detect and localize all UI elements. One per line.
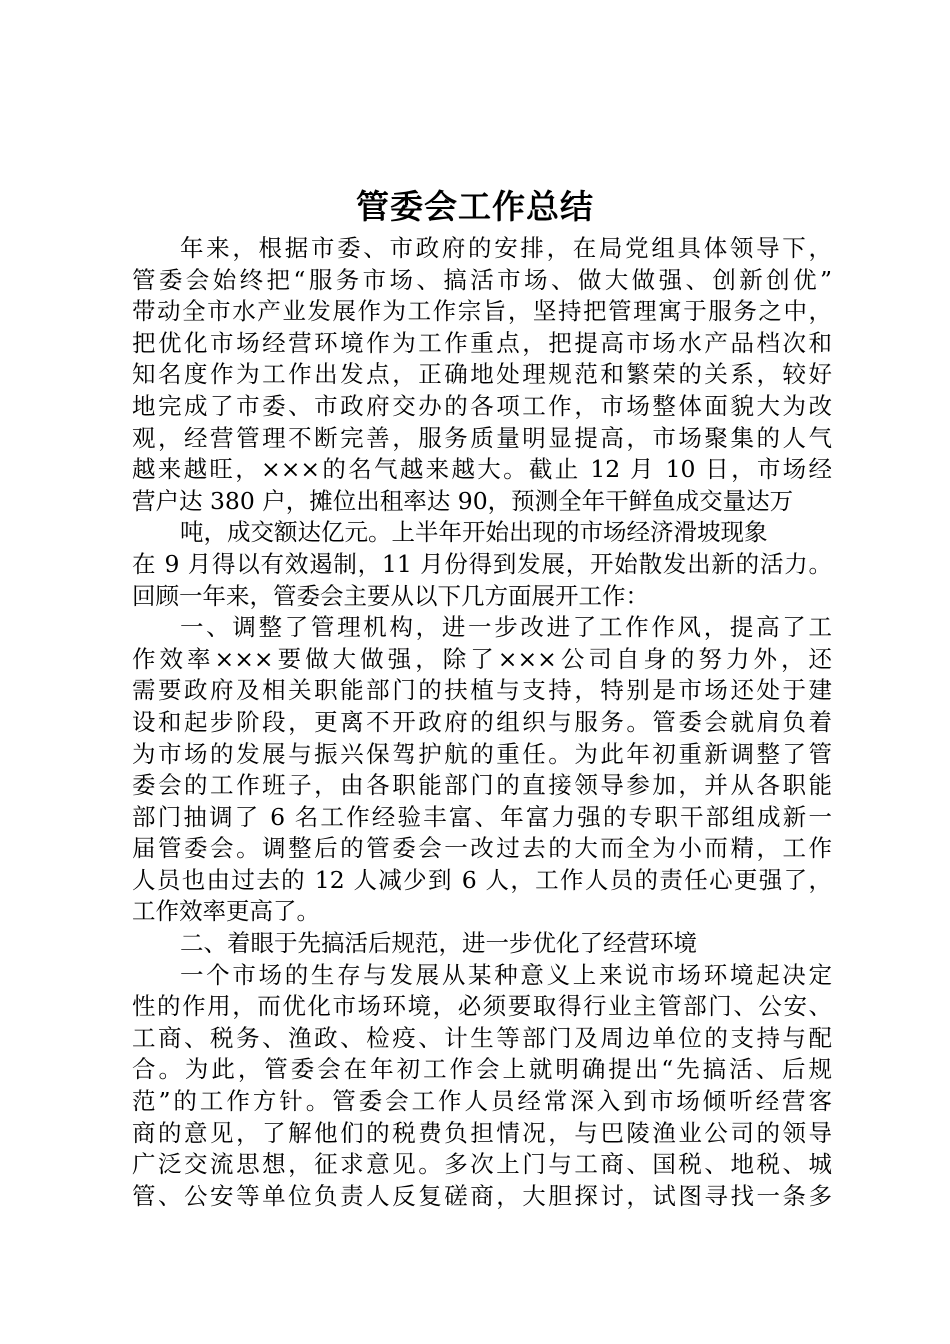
document-body (132, 233, 832, 1212)
text-line: 工商、税务、渔政、检疫、计生等部门及周边单位的支持与配 (132, 1023, 832, 1052)
text-line: 广泛交流思想，征求意见。多次上门与工商、国税、地税、城 (132, 1150, 832, 1179)
text-line: 性的作用，而优化市场环境，必须要取得行业主管部门、公安、 (132, 992, 832, 1021)
text-line: 商的意见，了解他们的税费负担情况，与巴陵渔业公司的领导 (132, 1118, 832, 1147)
text-line: 知名度作为工作出发点，正确地处理规范和繁荣的关系，较好 (132, 360, 832, 389)
text-line: 一、调整了管理机构，进一步改进了工作作风，提高了工 (180, 613, 832, 642)
text-line: 管委会始终把“服务市场、搞活市场、做大做强、创新创优” (132, 265, 832, 294)
text-line: 届管委会。调整后的管委会一改过去的大而全为小而精，工作 (132, 834, 832, 863)
text-line: 工作效率更高了。 (132, 897, 320, 926)
text-line: 范”的工作方针。管委会工作人员经常深入到市场倾听经营客 (132, 1087, 832, 1116)
text-line: 需要政府及相关职能部门的扶植与支持，特别是市场还处于建 (132, 676, 832, 705)
text-line: 吨，成交额达亿元。上半年开始出现的市场经济滑坡现象 (180, 518, 768, 547)
text-line: 把优化市场经营环境作为工作重点，把提高市场水产品档次和 (132, 328, 832, 357)
text-line: 带动全市水产业发展作为工作宗旨，坚持把管理寓于服务之中， (132, 297, 832, 326)
text-line: 合。为此，管委会在年初工作会上就明确提出“先搞活、后规 (132, 1055, 832, 1084)
text-line: 越来越旺，×××的名气越来越大。截止 12 月 10 日，市场经 (132, 455, 832, 484)
text-line: 二、着眼于先搞活后规范，进一步优化了经营环境 (180, 929, 697, 958)
text-line: 年来，根据市委、市政府的安排，在局党组具体领导下， (180, 234, 832, 262)
text-line: 委会的工作班子，由各职能部门的直接领导参加，并从各职能 (132, 771, 832, 800)
text-line: 一个市场的生存与发展从某种意义上来说市场环境起决定 (180, 960, 832, 989)
text-line: 人员也由过去的 12 人减少到 6 人，工作人员的责任心更强了， (132, 865, 832, 894)
text-line: 观，经营管理不断完善，服务质量明显提高，市场聚集的人气 (132, 423, 832, 452)
text-line: 营户达 380 户，摊位出租率达 90，预测全年干鲜鱼成交量达万 (132, 486, 794, 515)
text-line: 作效率×××要做大做强，除了×××公司自身的努力外，还 (132, 644, 832, 673)
text-line: 为市场的发展与振兴保驾护航的重任。为此年初重新调整了管 (132, 739, 832, 768)
text-line: 在 9 月得以有效遏制，11 月份得到发展，开始散发出新的活力。 (132, 549, 832, 578)
text-line: 地完成了市委、市政府交办的各项工作，市场整体面貌大为改 (132, 391, 832, 420)
text-line: 管、公安等单位负责人反复磋商，大胆探讨，试图寻找一条多 (132, 1181, 832, 1210)
text-line: 设和起步阶段，更离不开政府的组织与服务。管委会就肩负着 (132, 707, 832, 736)
text-line: 部门抽调了 6 名工作经验丰富、年富力强的专职干部组成新一 (132, 802, 832, 831)
document-title: 管委会工作总结 (356, 187, 594, 226)
text-line: 回顾一年来，管委会主要从以下几方面展开工作： (132, 581, 649, 610)
